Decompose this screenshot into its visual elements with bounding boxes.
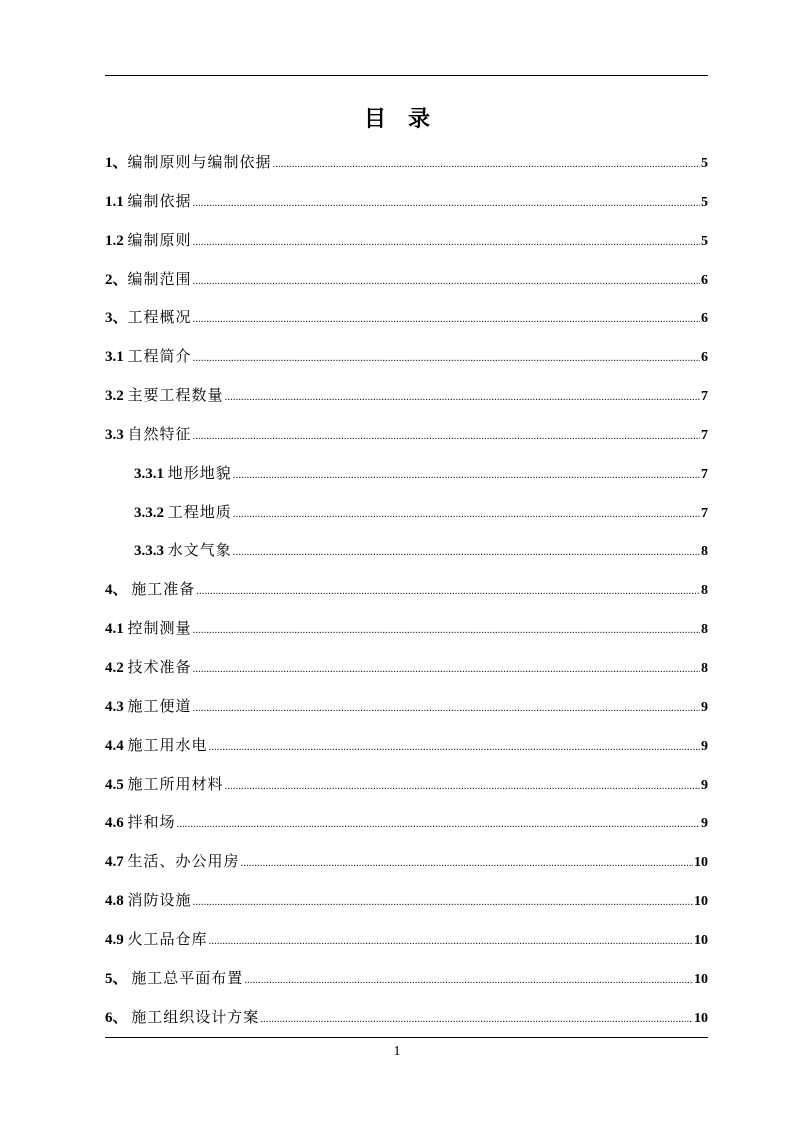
toc-entry[interactable] (105, 655, 708, 694)
toc-entry-label (105, 344, 192, 369)
page-number: 1 (393, 1044, 401, 1059)
toc-entry-number: 4.1 (105, 621, 128, 638)
toc-entry-text: 施工便道 (127, 696, 192, 715)
toc-entry-text: 工程简介 (127, 347, 192, 366)
toc-entry[interactable] (105, 461, 708, 500)
dot-leader (233, 540, 700, 564)
dot-leader (233, 502, 700, 526)
dot-leader (260, 1007, 693, 1031)
toc-entry-text: 工程地质 (167, 502, 232, 521)
toc-entry-number: 3.2 (105, 388, 128, 405)
toc-entry-label (134, 500, 232, 525)
toc-entry-label (105, 189, 192, 214)
dot-leader (241, 851, 693, 875)
toc-entry-text: 技术准备 (127, 657, 192, 676)
toc-entry-text: 主要工程数量 (127, 386, 224, 405)
toc-entry-label (105, 888, 192, 913)
toc-entry[interactable] (105, 422, 708, 461)
toc-entry-number: 4.7 (105, 854, 128, 871)
toc-entry-text: 自然特征 (127, 424, 192, 443)
toc-entry[interactable] (105, 150, 708, 189)
toc-entry-text: 施工准备 (131, 580, 196, 599)
dot-leader (177, 812, 700, 836)
toc-entry-text: 编制原则与编制依据 (127, 153, 272, 171)
toc-entry-text: 控制测量 (127, 619, 192, 638)
toc-entry-text: 施工总平面布置 (131, 968, 244, 987)
toc-entry-number: 4.8 (105, 893, 128, 910)
dot-leader (209, 735, 700, 759)
dot-leader (193, 696, 700, 720)
toc-entry-number: 4.3 (105, 698, 128, 715)
toc-entry[interactable] (105, 772, 708, 811)
toc-entry-number: 1、 (105, 155, 128, 171)
toc-entry-page: 7 (701, 466, 708, 482)
toc-entry[interactable] (105, 305, 708, 344)
toc-entry-label (105, 577, 195, 602)
dot-leader (244, 968, 693, 992)
toc-entry-label (105, 305, 192, 330)
toc-title: 目录 (363, 106, 452, 132)
header-rule (105, 75, 708, 76)
toc-entry-label (105, 1005, 259, 1030)
dot-leader (209, 929, 693, 953)
toc-entry-number: 4.9 (105, 931, 128, 948)
toc-entry-text: 编制依据 (127, 191, 192, 210)
toc-entry[interactable] (105, 694, 708, 733)
toc-entry[interactable] (105, 344, 708, 383)
toc-entry[interactable] (105, 267, 708, 306)
toc-entry-page: 6 (701, 272, 708, 288)
toc-entry-number: 1.1 (105, 193, 128, 210)
toc-entry-page: 9 (701, 738, 708, 754)
toc-entry[interactable] (105, 733, 708, 772)
footer-rule (105, 1037, 708, 1038)
toc-entry[interactable] (105, 577, 708, 616)
dot-leader (193, 657, 700, 681)
toc-entry-number: 3.3.1 (134, 465, 168, 482)
toc-entry-label (134, 538, 232, 563)
toc-entry-page: 5 (701, 194, 708, 210)
dot-leader (196, 579, 700, 603)
toc-entry-page: 9 (701, 777, 708, 793)
toc-entry-page: 10 (694, 855, 708, 871)
toc-entry-label (105, 422, 192, 447)
toc-entry-label (134, 461, 232, 486)
toc-entry-label (105, 383, 224, 408)
toc-entry-text: 施工组织设计方案 (131, 1007, 260, 1026)
dot-leader (273, 152, 700, 176)
toc-entry-page: 10 (694, 971, 708, 987)
toc-entry-text: 工程概况 (127, 308, 192, 327)
toc-entry-number: 1.2 (105, 232, 128, 249)
toc-entry[interactable] (105, 966, 708, 1005)
toc-entry-label (105, 616, 192, 641)
toc-entry-page: 8 (701, 660, 708, 676)
toc-entry-label (105, 267, 192, 292)
toc-entry[interactable] (105, 927, 708, 966)
toc-entry-number: 6、 (105, 1009, 132, 1026)
dot-leader (193, 191, 700, 215)
toc-entry-page: 5 (701, 233, 708, 249)
toc-entry-number: 3.3.3 (134, 543, 168, 560)
toc-entry[interactable] (105, 849, 708, 888)
toc-entry-page: 9 (701, 699, 708, 715)
toc-entry-page: 10 (694, 894, 708, 910)
toc-entry-page: 10 (694, 932, 708, 948)
toc-entry-label (105, 655, 192, 680)
table-of-contents (105, 150, 708, 1043)
toc-entry-number: 5、 (105, 970, 132, 987)
toc-entry-number: 3、 (105, 310, 128, 327)
toc-entry-number: 4.5 (105, 776, 128, 793)
dot-leader (193, 346, 700, 370)
toc-entry[interactable] (105, 228, 708, 267)
toc-entry-text: 火工品仓库 (127, 929, 208, 948)
dot-leader (225, 385, 700, 409)
toc-entry[interactable] (105, 538, 708, 577)
toc-entry-page: 5 (701, 156, 708, 171)
toc-entry-label (105, 927, 208, 952)
toc-entry-number: 2、 (105, 271, 128, 288)
toc-entry[interactable] (105, 383, 708, 422)
toc-entry-label (105, 150, 272, 175)
dot-leader (193, 230, 700, 254)
toc-entry-page: 10 (694, 1010, 708, 1026)
toc-entry-page: 8 (701, 622, 708, 638)
dot-leader (193, 307, 700, 331)
dot-leader (225, 774, 700, 798)
toc-entry-number: 4.6 (105, 815, 128, 832)
toc-entry-page: 6 (701, 350, 708, 366)
toc-entry-page: 8 (701, 544, 708, 560)
toc-entry-text: 施工用水电 (127, 735, 208, 754)
toc-entry[interactable] (105, 888, 708, 927)
toc-entry-text: 编制范围 (127, 269, 192, 288)
toc-entry-label (105, 849, 240, 874)
toc-entry-number: 4、 (105, 582, 132, 599)
toc-entry-label (105, 966, 243, 991)
toc-entry-number: 3.1 (105, 349, 128, 366)
toc-entry-page: 9 (701, 816, 708, 832)
toc-entry-text: 地形地貌 (167, 463, 232, 482)
toc-entry-text: 消防设施 (127, 891, 192, 910)
toc-entry-page: 7 (701, 389, 708, 405)
dot-leader (233, 463, 700, 487)
toc-entry-number: 3.3.2 (134, 504, 168, 521)
toc-entry-text: 水文气象 (167, 541, 232, 560)
toc-entry-page: 7 (701, 505, 708, 521)
toc-entry-text: 施工所用材料 (127, 774, 224, 793)
dot-leader (193, 424, 700, 448)
toc-entry-text: 拌和场 (127, 813, 176, 832)
toc-entry[interactable] (105, 189, 708, 228)
toc-entry-text: 编制原则 (127, 230, 192, 249)
toc-entry-text: 生活、办公用房 (127, 852, 240, 871)
toc-entry-label (105, 228, 192, 253)
toc-entry[interactable] (105, 500, 708, 539)
toc-entry-label (105, 694, 192, 719)
toc-entry-number: 3.3 (105, 426, 128, 443)
toc-entry-number: 4.2 (105, 659, 128, 676)
toc-entry[interactable] (105, 616, 708, 655)
toc-entry-label (105, 733, 208, 758)
dot-leader (193, 890, 693, 914)
toc-entry-label (105, 772, 224, 797)
dot-leader (193, 269, 700, 293)
toc-entry-label (105, 810, 176, 835)
toc-entry-page: 7 (701, 427, 708, 443)
toc-entry-page: 6 (701, 311, 708, 327)
toc-entry[interactable] (105, 810, 708, 849)
toc-entry-page: 8 (701, 583, 708, 599)
toc-entry-number: 4.4 (105, 737, 128, 754)
dot-leader (193, 618, 700, 642)
